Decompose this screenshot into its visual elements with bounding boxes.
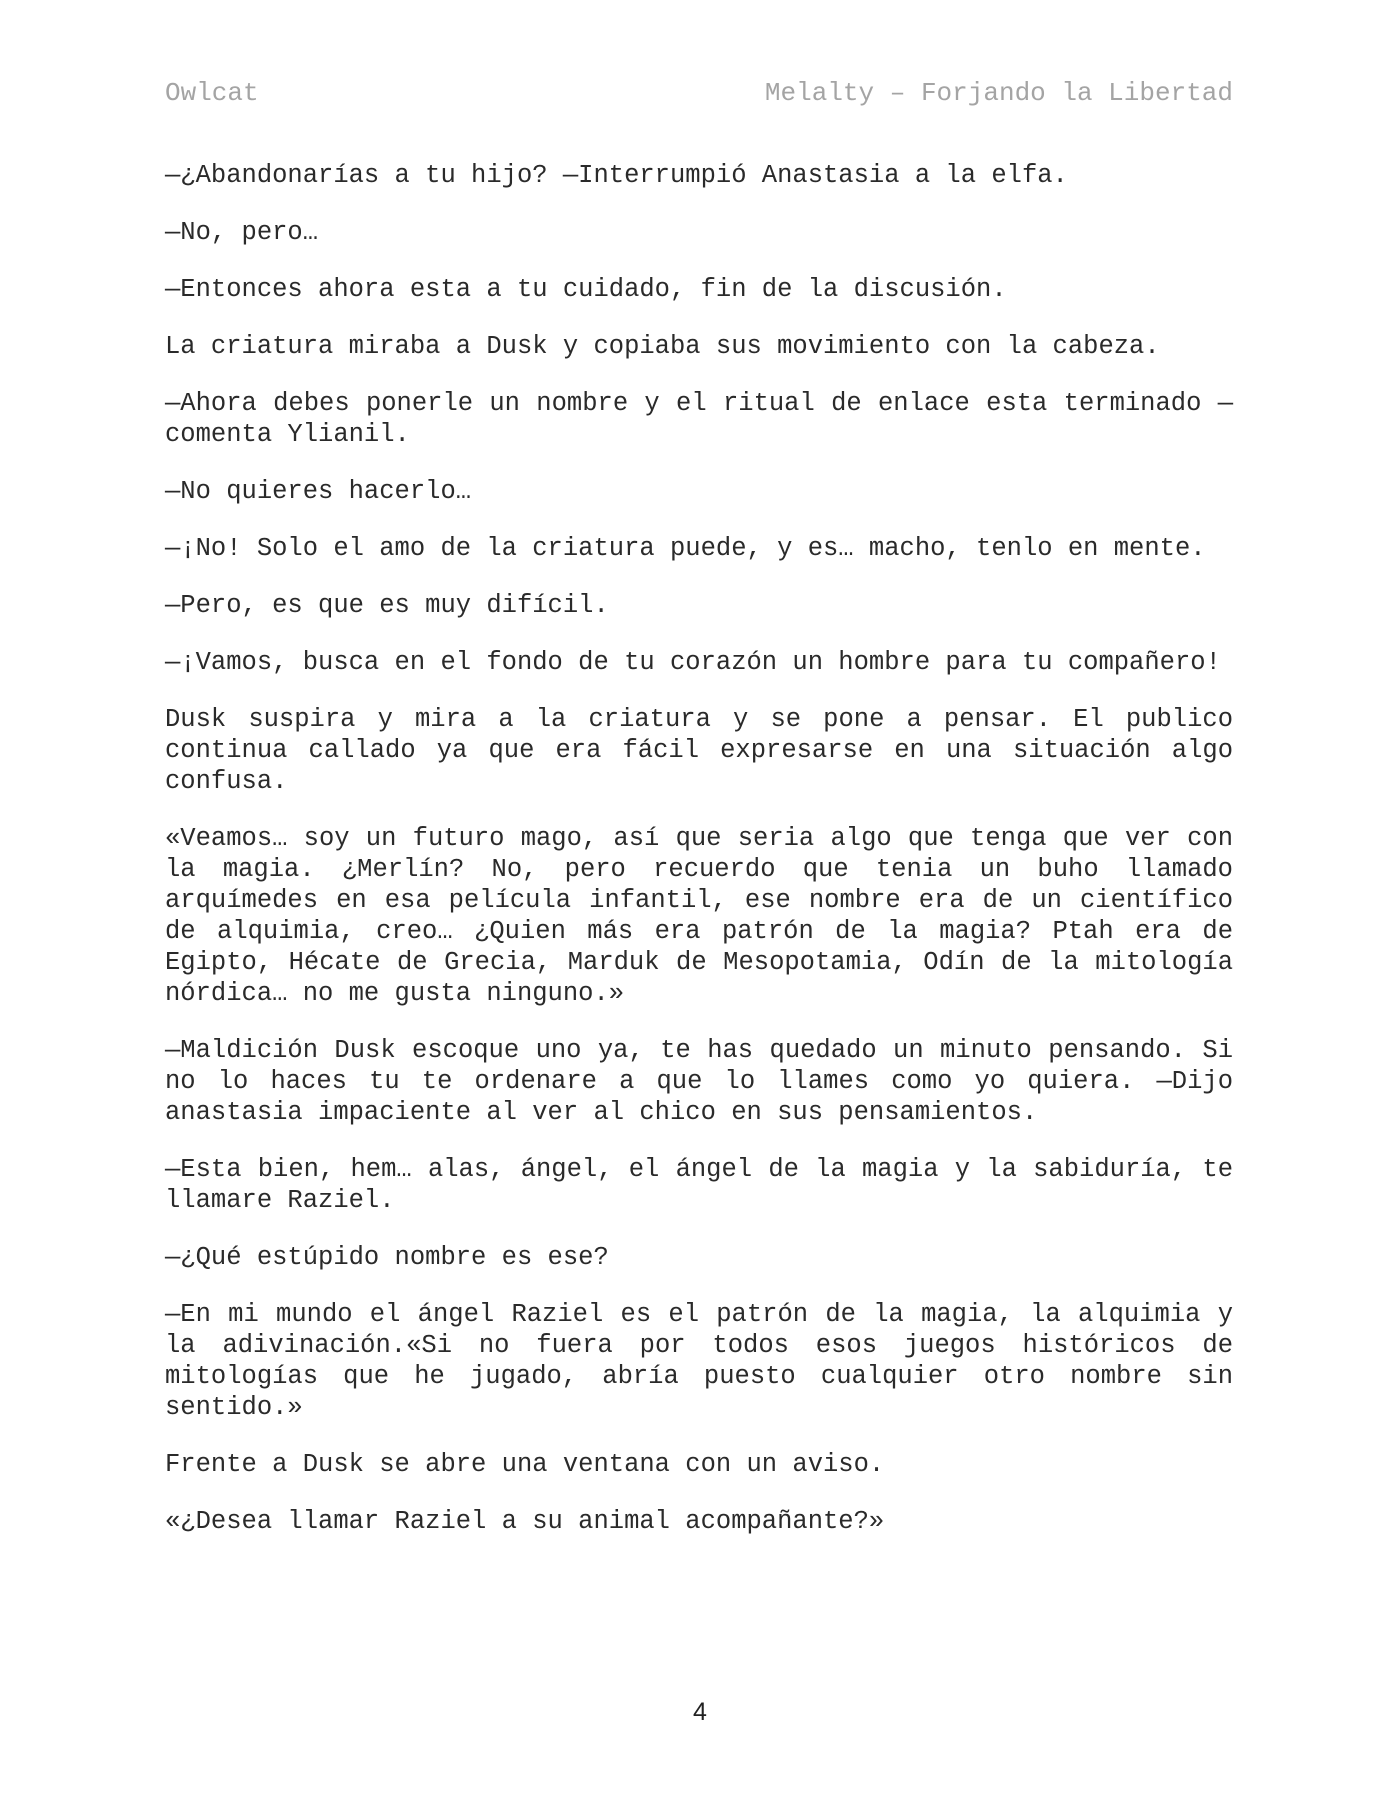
paragraph: —¡Vamos, busca en el fondo de tu corazón un hombre para tu compañero! <box>165 648 1221 677</box>
header-author: Owlcat <box>165 78 259 108</box>
paragraph: Frente a Dusk se abre una ventana con un aviso. <box>165 1450 885 1479</box>
paragraph: —Entonces ahora esta a tu cuidado, fin de la discusión. <box>165 275 1007 304</box>
paragraph: —¿Abandonarías a tu hijo? —Interrumpió Anastasia a la elfa. <box>165 161 1068 190</box>
paragraph: —No quieres hacerlo… <box>165 477 472 506</box>
paragraph: —¿Qué estúpido nombre es ese? <box>165 1243 609 1272</box>
paragraph: —Ahora debes ponerle un nombre y el ritual de enlace esta terminado —comenta Ylianil. <box>165 389 1233 449</box>
paragraph: La criatura miraba a Dusk y copiaba sus movimiento con la cabeza. <box>165 332 1160 361</box>
paragraph: «Veamos… soy un futuro mago, así que seria algo que tenga que ver con la magia. ¿Merlín? No, pero recuerdo que tenia un buho llamado arquímedes en esa película infantil, ese nombre era de un científico de alquimia, creo… ¿Quien más era patrón de la magia? Ptah era de Egipto, Hécate de Grecia, Marduk de Mesopotamia, Odín de la mitología nórdica… no me gusta ninguno.» <box>165 824 1233 1008</box>
paragraph: —Maldición Dusk escoque uno ya, te has quedado un minuto pensando. Si no lo haces tu te ordenare a que lo llames como yo quiera. —Dijo anastasia impaciente al ver al chico en sus pensamientos. <box>165 1036 1233 1127</box>
page-header <box>165 78 1233 114</box>
header-book-title: Melalty – Forjando la Libertad <box>764 78 1233 108</box>
page-number: 4 <box>693 1698 707 1726</box>
paragraph: —¡No! Solo el amo de la criatura puede, y es… macho, tenlo en mente. <box>165 534 1206 563</box>
paragraph: Dusk suspira y mira a la criatura y se pone a pensar. El publico continua callado ya que era fácil expresarse en una situación algo confusa. <box>165 705 1233 796</box>
paragraph: —Esta bien, hem… alas, ángel, el ángel de la magia y la sabiduría, te llamare Raziel. <box>165 1155 1233 1215</box>
body-text <box>165 160 1233 1563</box>
paragraph: —No, pero… <box>165 218 319 247</box>
paragraph: —En mi mundo el ángel Raziel es el patrón de la magia, la alquimia y la adivinación.«Si no fuera por todos esos juegos históricos de mitologías que he jugado, abría puesto cualquier otro nombre sin sentido.» <box>165 1300 1233 1422</box>
paragraph: «¿Desea llamar Raziel a su animal acompañante?» <box>165 1507 885 1536</box>
paragraph: —Pero, es que es muy difícil. <box>165 591 609 620</box>
